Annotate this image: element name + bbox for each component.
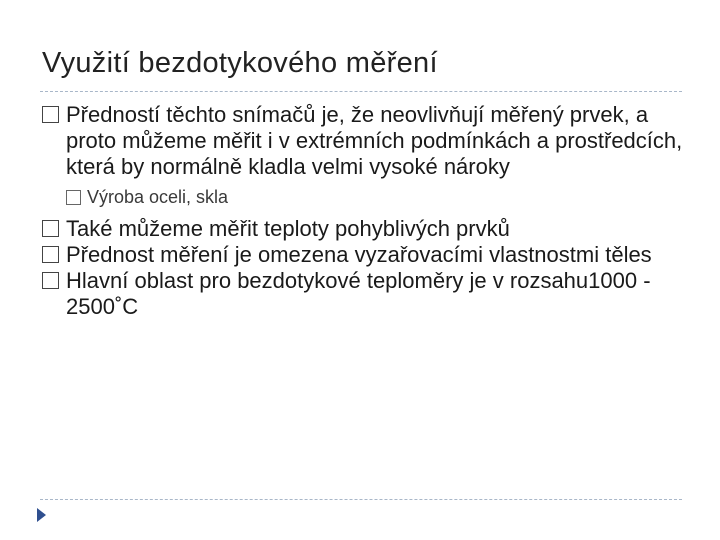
bullet-item [42, 102, 692, 180]
square-box-icon [66, 190, 81, 205]
slide-title: Využití bezdotykového měření [42, 47, 438, 79]
bullet-text: Také můžeme měřit teploty pohyblivých prvků [66, 216, 510, 241]
sub-bullet-item [66, 186, 692, 208]
bullet-text: Přednost měření je omezena vyzařovacími vlastnostmi těles [66, 242, 652, 267]
square-box-icon [42, 220, 59, 237]
bullet-item [42, 268, 692, 320]
bullet-item [42, 242, 692, 268]
bullet-text: Předností těchto snímačů je, že neovlivňují měřený prvek, a proto můžeme měřit i v extrémních podmínkách a prostředcích, která by normálně kladla velmi vysoké nároky [66, 102, 683, 179]
footer-divider [40, 499, 682, 500]
square-box-icon [42, 246, 59, 263]
slide-content [42, 102, 692, 320]
title-divider [40, 91, 682, 92]
bullet-item [42, 216, 692, 242]
sub-bullet-text: Výroba oceli, skla [87, 187, 229, 207]
square-box-icon [42, 272, 59, 289]
bullet-text: Hlavní oblast pro bezdotykové teploměry je v rozsahu1000 - 2500˚C [66, 268, 651, 319]
square-box-icon [42, 106, 59, 123]
triangle-right-icon[interactable] [37, 508, 46, 522]
